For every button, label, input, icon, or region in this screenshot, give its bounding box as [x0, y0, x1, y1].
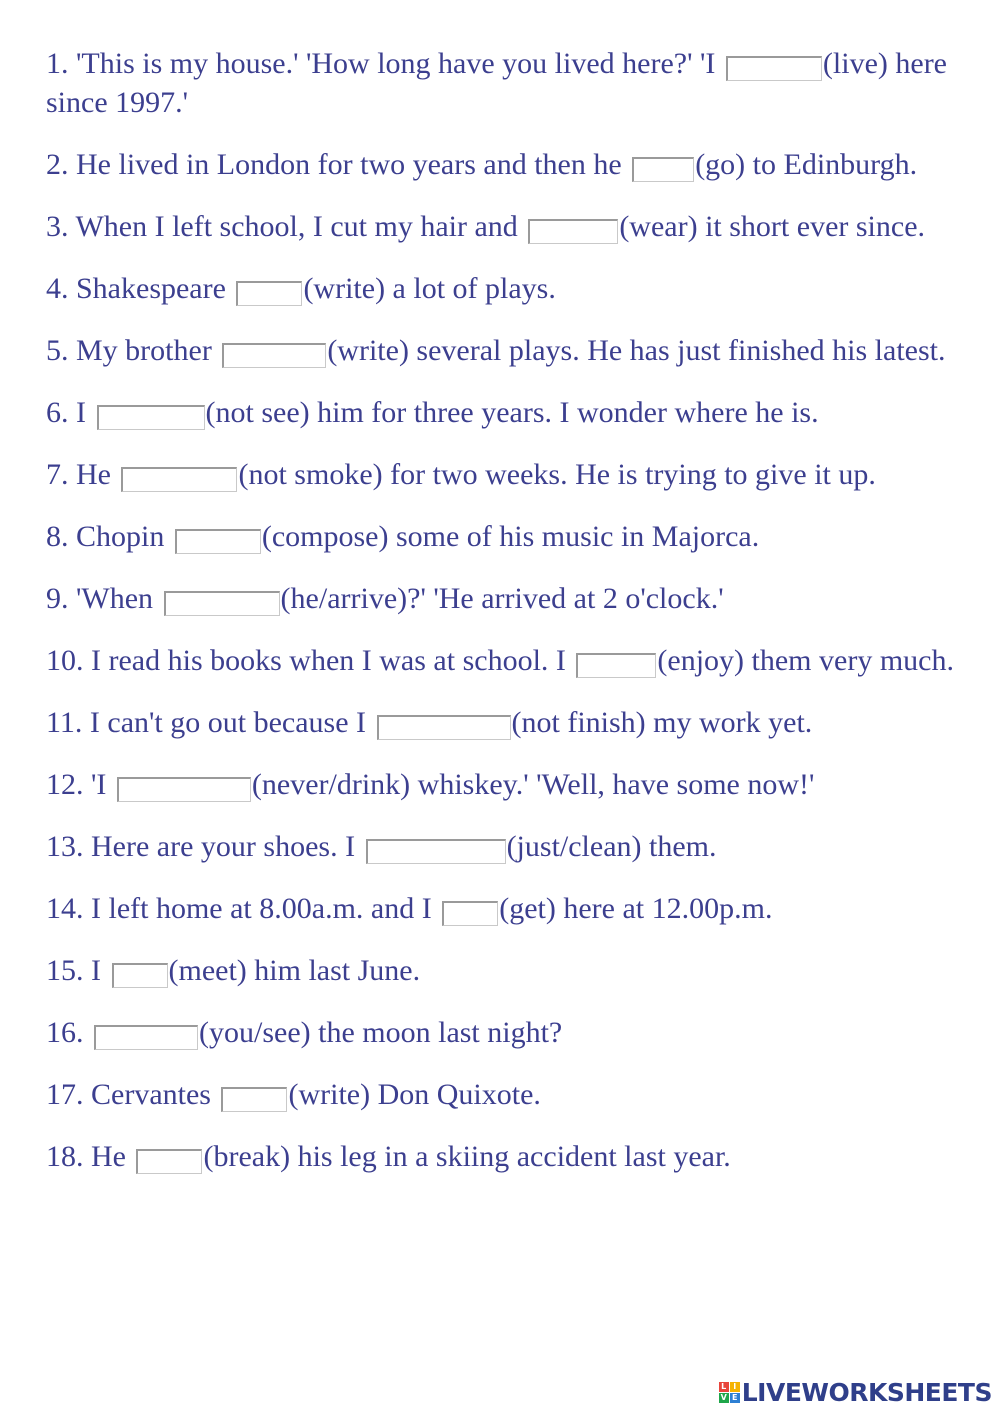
logo-letter-e: E: [730, 1393, 740, 1403]
answer-input-18[interactable]: [136, 1149, 202, 1174]
question-9-text-before: 9. 'When: [46, 582, 161, 615]
logo-letter-i: I: [730, 1382, 740, 1392]
question-13-text-before: 13. Here are your shoes. I: [46, 830, 363, 863]
question-1-text-after: (live) here since 1997.': [46, 47, 947, 119]
question-18-text-after: (break) his leg in a skiing accident last year.: [203, 1140, 731, 1173]
logo-text: LIVEWORKSHEETS: [741, 1377, 992, 1407]
worksheet: [46, 44, 971, 1199]
question-10: [46, 641, 971, 680]
question-7: [46, 455, 971, 494]
question-8-text-after: (compose) some of his music in Majorca.: [261, 520, 760, 553]
question-17-text-after: (write) Don Quixote.: [288, 1078, 541, 1111]
question-18: [46, 1137, 971, 1176]
answer-input-1[interactable]: [726, 56, 822, 81]
answer-input-5[interactable]: [222, 343, 326, 368]
question-15: [46, 951, 971, 990]
question-14: [46, 889, 971, 928]
question-7-text-after: (not smoke) for two weeks. He is trying to give it up.: [238, 458, 876, 491]
question-16-text-before: 16.: [46, 1016, 91, 1049]
question-3-text-before: 3. When I left school, I cut my hair and: [46, 210, 526, 243]
question-18-text-before: 18. He: [46, 1140, 134, 1173]
question-3-text-after: (wear) it short ever since.: [619, 210, 926, 243]
question-3: [46, 207, 971, 246]
question-10-text-after: (enjoy) them very much.: [657, 644, 954, 677]
question-16-text-after: (you/see) the moon last night?: [199, 1016, 563, 1049]
answer-input-4[interactable]: [236, 281, 302, 306]
question-11-text-after: (not finish) my work yet.: [511, 706, 813, 739]
question-2: [46, 145, 971, 184]
question-6-text-before: 6. I: [46, 396, 94, 429]
question-12: [46, 765, 971, 804]
question-11: [46, 703, 971, 742]
question-8: [46, 517, 971, 556]
question-14-text-after: (get) here at 12.00p.m.: [499, 892, 773, 925]
question-12-text-before: 12. 'I: [46, 768, 114, 801]
question-9-text-after: (he/arrive)?' 'He arrived at 2 o'clock.': [280, 582, 724, 615]
question-4: [46, 269, 971, 308]
answer-input-6[interactable]: [97, 405, 205, 430]
question-16: [46, 1013, 971, 1052]
question-1-text-before: 1. 'This is my house.' 'How long have you lived here?' 'I: [46, 47, 723, 80]
answer-input-14[interactable]: [442, 901, 498, 926]
answer-input-13[interactable]: [366, 839, 506, 864]
question-12-text-after: (never/drink) whiskey.' 'Well, have some now!': [251, 768, 815, 801]
answer-input-16[interactable]: [94, 1025, 198, 1050]
question-15-text-after: (meet) him last June.: [168, 954, 421, 987]
question-7-text-before: 7. He: [46, 458, 119, 491]
answer-input-9[interactable]: [164, 591, 280, 616]
liveworksheets-logo: [719, 1377, 992, 1407]
question-11-text-before: 11. I can't go out because I: [46, 706, 374, 739]
question-15-text-before: 15. I: [46, 954, 109, 987]
question-6: [46, 393, 971, 432]
question-10-text-before: 10. I read his books when I was at school. I: [46, 644, 574, 677]
question-14-text-before: 14. I left home at 8.00a.m. and I: [46, 892, 440, 925]
question-17-text-before: 17. Cervantes: [46, 1078, 219, 1111]
question-13: [46, 827, 971, 866]
question-5-text-before: 5. My brother: [46, 334, 220, 367]
question-2-text-before: 2. He lived in London for two years and then he: [46, 148, 630, 181]
question-13-text-after: (just/clean) them.: [506, 830, 717, 863]
answer-input-11[interactable]: [377, 715, 511, 740]
answer-input-8[interactable]: [175, 529, 261, 554]
logo-letter-v: V: [720, 1392, 727, 1402]
question-8-text-before: 8. Chopin: [46, 520, 172, 553]
question-4-text-before: 4. Shakespeare: [46, 272, 234, 305]
answer-input-12[interactable]: [117, 777, 251, 802]
answer-input-10[interactable]: [576, 653, 656, 678]
answer-input-2[interactable]: [632, 157, 694, 182]
answer-input-15[interactable]: [112, 963, 168, 988]
question-9: [46, 579, 971, 618]
question-5-text-after: (write) several plays. He has just finished his latest.: [327, 334, 946, 367]
answer-input-3[interactable]: [528, 219, 618, 244]
question-2-text-after: (go) to Edinburgh.: [695, 148, 918, 181]
logo-letter-l: L: [719, 1382, 729, 1392]
question-1: [46, 44, 971, 122]
logo-blocks-icon: [719, 1382, 740, 1403]
answer-input-7[interactable]: [121, 467, 237, 492]
answer-input-17[interactable]: [221, 1087, 287, 1112]
question-5: [46, 331, 971, 370]
question-17: [46, 1075, 971, 1114]
question-6-text-after: (not see) him for three years. I wonder where he is.: [205, 396, 819, 429]
question-4-text-after: (write) a lot of plays.: [303, 272, 556, 305]
